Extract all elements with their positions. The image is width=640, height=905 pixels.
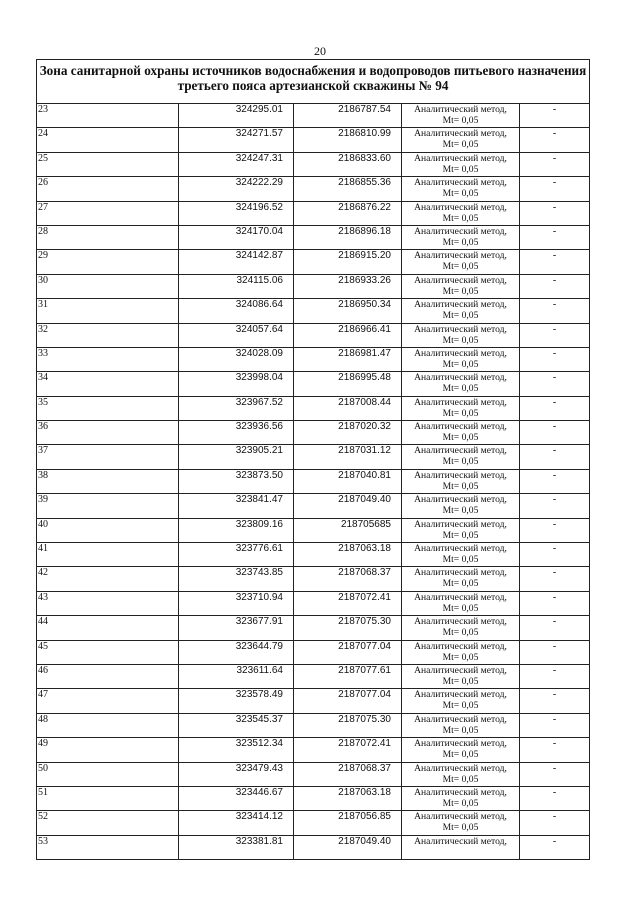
point-number: 28	[37, 225, 179, 249]
table-row	[37, 664, 590, 688]
point-number: 36	[37, 421, 179, 445]
point-number: 49	[37, 738, 179, 762]
coordinate-x: 323479.43	[179, 762, 294, 786]
table-row	[37, 421, 590, 445]
method-cell	[402, 104, 520, 128]
method-label: Аналитический метод,	[414, 104, 507, 115]
note-cell: -	[520, 738, 590, 762]
table-body	[37, 60, 590, 860]
coordinate-x: 323578.49	[179, 689, 294, 713]
accuracy-value: Mt= 0,05	[442, 797, 479, 809]
coordinate-x: 323776.61	[179, 543, 294, 567]
coordinate-y: 2186876.22	[294, 201, 402, 225]
coordinate-x: 323545.37	[179, 713, 294, 737]
coordinate-x: 323644.79	[179, 640, 294, 664]
method-cell	[402, 128, 520, 152]
accuracy-value: Mt= 0,05	[442, 358, 479, 370]
coordinate-x: 324222.29	[179, 177, 294, 201]
note-cell: -	[520, 445, 590, 469]
method-cell	[402, 713, 520, 737]
method-label: Аналитический метод,	[414, 811, 507, 823]
note-cell: -	[520, 640, 590, 664]
accuracy-value: Mt= 0,05	[442, 529, 479, 541]
table-row	[37, 299, 590, 323]
point-number: 29	[37, 250, 179, 274]
point-number: 40	[37, 518, 179, 542]
method-cell	[402, 225, 520, 249]
method-cell	[402, 347, 520, 371]
table-row	[37, 616, 590, 640]
coordinate-x: 323809.16	[179, 518, 294, 542]
point-number: 39	[37, 494, 179, 518]
note-cell: -	[520, 616, 590, 640]
table-row	[37, 225, 590, 249]
table-row	[37, 738, 590, 762]
table-row	[37, 835, 590, 859]
method-label: Аналитический метод,	[414, 445, 507, 457]
method-cell	[402, 664, 520, 688]
method-label: Аналитический метод,	[414, 591, 507, 603]
method-label: Аналитический метод,	[414, 128, 507, 140]
table-row	[37, 469, 590, 493]
table-title-line2: третьего пояса артезианской скважины № 94	[177, 78, 449, 93]
method-cell	[402, 762, 520, 786]
point-number: 51	[37, 786, 179, 810]
coordinate-y: 2187040.81	[294, 469, 402, 493]
coordinate-y: 2187072.41	[294, 591, 402, 615]
coordinate-x: 323381.81	[179, 835, 294, 859]
method-cell	[402, 543, 520, 567]
method-cell	[402, 616, 520, 640]
table-row	[37, 518, 590, 542]
coordinate-y: 2186966.41	[294, 323, 402, 347]
point-number: 43	[37, 591, 179, 615]
note-cell: -	[520, 225, 590, 249]
accuracy-value: Mt= 0,05	[442, 773, 479, 785]
note-cell: -	[520, 152, 590, 176]
point-number: 32	[37, 323, 179, 347]
coordinate-y: 2187063.18	[294, 543, 402, 567]
method-cell	[402, 152, 520, 176]
coordinate-y: 2187031.12	[294, 445, 402, 469]
table-row	[37, 372, 590, 396]
accuracy-value: Mt= 0,05	[442, 115, 479, 126]
note-cell: -	[520, 664, 590, 688]
table-row	[37, 177, 590, 201]
accuracy-value: Mt= 0,05	[442, 432, 479, 444]
coordinate-x: 323936.56	[179, 421, 294, 445]
coordinate-x: 324028.09	[179, 347, 294, 371]
note-cell: -	[520, 518, 590, 542]
accuracy-value: Mt= 0,05	[442, 212, 479, 224]
note-cell: -	[520, 543, 590, 567]
table-row	[37, 152, 590, 176]
coordinate-y: 2186810.99	[294, 128, 402, 152]
table-row	[37, 128, 590, 152]
table-row	[37, 640, 590, 664]
accuracy-value: Mt= 0,05	[442, 236, 479, 248]
accuracy-value: Mt= 0,05	[442, 188, 479, 200]
method-cell	[402, 250, 520, 274]
method-label: Аналитический метод,	[414, 835, 507, 847]
note-cell: -	[520, 689, 590, 713]
method-cell	[402, 445, 520, 469]
method-cell	[402, 567, 520, 591]
coordinate-y: 2186995.48	[294, 372, 402, 396]
coordinate-x: 323905.21	[179, 445, 294, 469]
coordinate-y: 2187056.85	[294, 811, 402, 835]
point-number: 27	[37, 201, 179, 225]
note-cell: -	[520, 469, 590, 493]
coordinate-y: 2187068.37	[294, 567, 402, 591]
table-row	[37, 201, 590, 225]
accuracy-value: Mt= 0,05	[442, 334, 479, 346]
method-cell	[402, 518, 520, 542]
coordinate-y: 218705685	[294, 518, 402, 542]
coordinate-x: 324170.04	[179, 225, 294, 249]
point-number: 30	[37, 274, 179, 298]
coordinate-x: 323998.04	[179, 372, 294, 396]
coordinate-x: 324057.64	[179, 323, 294, 347]
point-number: 46	[37, 664, 179, 688]
table-row	[37, 543, 590, 567]
method-label: Аналитический метод,	[414, 616, 507, 628]
method-label: Аналитический метод,	[414, 274, 507, 286]
coordinate-x: 323710.94	[179, 591, 294, 615]
title-row	[37, 60, 590, 104]
accuracy-value: Mt= 0,05	[442, 578, 479, 590]
coordinate-y: 2187049.40	[294, 494, 402, 518]
method-cell	[402, 494, 520, 518]
table-row	[37, 445, 590, 469]
table-row	[37, 274, 590, 298]
method-cell	[402, 372, 520, 396]
coordinate-x: 324295.01	[179, 104, 294, 128]
coordinate-y: 2187075.30	[294, 616, 402, 640]
method-cell	[402, 835, 520, 859]
accuracy-value: Mt= 0,05	[442, 505, 479, 517]
accuracy-value: Mt= 0,05	[442, 602, 479, 614]
coordinate-x: 323967.52	[179, 396, 294, 420]
table-row	[37, 689, 590, 713]
point-number: 47	[37, 689, 179, 713]
coordinate-y: 2187068.37	[294, 762, 402, 786]
coordinate-y: 2186787.54	[294, 104, 402, 128]
accuracy-value: Mt= 0,05	[442, 163, 479, 175]
table-row	[37, 786, 590, 810]
accuracy-value: Mt= 0,05	[442, 651, 479, 663]
coordinate-x: 323841.47	[179, 494, 294, 518]
coordinate-x: 323677.91	[179, 616, 294, 640]
method-cell	[402, 469, 520, 493]
method-label: Аналитический метод,	[414, 738, 507, 750]
coordinate-y: 2187008.44	[294, 396, 402, 420]
coordinate-y: 2187020.32	[294, 421, 402, 445]
accuracy-value: Mt= 0,05	[442, 554, 479, 566]
table-row	[37, 250, 590, 274]
point-number: 24	[37, 128, 179, 152]
note-cell: -	[520, 274, 590, 298]
method-label: Аналитический метод,	[414, 567, 507, 579]
note-cell: -	[520, 494, 590, 518]
accuracy-value: Mt= 0,05	[442, 675, 479, 687]
table-row	[37, 567, 590, 591]
note-cell: -	[520, 713, 590, 737]
coordinate-y: 2187063.18	[294, 786, 402, 810]
method-cell	[402, 786, 520, 810]
method-label: Аналитический метод,	[414, 396, 507, 408]
accuracy-value: Mt= 0,05	[442, 139, 479, 151]
method-label: Аналитический метод,	[414, 762, 507, 774]
coordinate-x: 324142.87	[179, 250, 294, 274]
method-label: Аналитический метод,	[414, 786, 507, 798]
note-cell: -	[520, 323, 590, 347]
coordinate-y: 2186833.60	[294, 152, 402, 176]
method-label: Аналитический метод,	[414, 469, 507, 481]
method-label: Аналитический метод,	[414, 640, 507, 652]
page-number: 20	[314, 44, 326, 58]
coordinate-x: 323611.64	[179, 664, 294, 688]
note-cell: -	[520, 299, 590, 323]
table-title-line1: Зона санитарной охраны источников водоснабжения и водопроводов питьевого назначения	[39, 63, 587, 78]
point-number: 38	[37, 469, 179, 493]
note-cell: -	[520, 347, 590, 371]
point-number: 33	[37, 347, 179, 371]
note-cell: -	[520, 811, 590, 835]
method-label: Аналитический метод,	[414, 299, 507, 311]
point-number: 50	[37, 762, 179, 786]
coordinate-y: 2187075.30	[294, 713, 402, 737]
accuracy-value: Mt= 0,05	[442, 627, 479, 639]
method-cell	[402, 323, 520, 347]
method-label: Аналитический метод,	[414, 494, 507, 506]
method-cell	[402, 396, 520, 420]
point-number: 34	[37, 372, 179, 396]
note-cell: -	[520, 762, 590, 786]
table-title	[37, 60, 590, 104]
method-label: Аналитический метод,	[414, 177, 507, 189]
table-row	[37, 104, 590, 128]
point-number: 26	[37, 177, 179, 201]
table-row	[37, 323, 590, 347]
coordinate-x: 324247.31	[179, 152, 294, 176]
accuracy-value: Mt= 0,05	[442, 383, 479, 395]
accuracy-value: Mt= 0,05	[442, 700, 479, 712]
accuracy-value: Mt= 0,05	[442, 285, 479, 297]
point-number: 31	[37, 299, 179, 323]
coordinate-y: 2186950.34	[294, 299, 402, 323]
note-cell: -	[520, 250, 590, 274]
point-number: 41	[37, 543, 179, 567]
coordinate-x: 324196.52	[179, 201, 294, 225]
note-cell: -	[520, 567, 590, 591]
point-number: 25	[37, 152, 179, 176]
coordinate-x: 324271.57	[179, 128, 294, 152]
table-row	[37, 713, 590, 737]
method-label: Аналитический метод,	[414, 372, 507, 384]
table-row	[37, 591, 590, 615]
note-cell: -	[520, 835, 590, 859]
accuracy-value: Mt= 0,05	[442, 456, 479, 468]
method-label: Аналитический метод,	[414, 250, 507, 262]
point-number: 52	[37, 811, 179, 835]
method-label: Аналитический метод,	[414, 201, 507, 213]
method-label: Аналитический метод,	[414, 518, 507, 530]
note-cell: -	[520, 201, 590, 225]
coordinate-x: 323446.67	[179, 786, 294, 810]
table-row	[37, 811, 590, 835]
coordinate-y: 2187077.04	[294, 640, 402, 664]
method-label: Аналитический метод,	[414, 543, 507, 555]
accuracy-value: Mt= 0,05	[442, 749, 479, 761]
method-label: Аналитический метод,	[414, 689, 507, 701]
method-label: Аналитический метод,	[414, 152, 507, 164]
method-cell	[402, 738, 520, 762]
point-number: 44	[37, 616, 179, 640]
method-label: Аналитический метод,	[414, 225, 507, 237]
method-label: Аналитический метод,	[414, 323, 507, 335]
coordinate-x: 324115.06	[179, 274, 294, 298]
method-cell	[402, 689, 520, 713]
point-number: 48	[37, 713, 179, 737]
coordinate-y: 2186933.26	[294, 274, 402, 298]
method-label: Аналитический метод,	[414, 421, 507, 433]
table-row	[37, 347, 590, 371]
point-number: 23	[37, 104, 179, 128]
point-number: 45	[37, 640, 179, 664]
method-cell	[402, 177, 520, 201]
coordinate-y: 2187077.61	[294, 664, 402, 688]
coordinate-x: 324086.64	[179, 299, 294, 323]
method-label: Аналитический метод,	[414, 713, 507, 725]
accuracy-value: Mt= 0,05	[442, 480, 479, 492]
coordinate-x: 323512.34	[179, 738, 294, 762]
note-cell: -	[520, 786, 590, 810]
coordinate-y: 2186981.47	[294, 347, 402, 371]
coordinate-y: 2187049.40	[294, 835, 402, 859]
point-number: 37	[37, 445, 179, 469]
coordinate-y: 2187072.41	[294, 738, 402, 762]
coordinate-x: 323743.85	[179, 567, 294, 591]
table-row	[37, 396, 590, 420]
method-cell	[402, 421, 520, 445]
method-cell	[402, 299, 520, 323]
coordinate-y: 2186855.36	[294, 177, 402, 201]
method-cell	[402, 591, 520, 615]
note-cell: -	[520, 104, 590, 128]
table-row	[37, 494, 590, 518]
note-cell: -	[520, 372, 590, 396]
coordinate-x: 323414.12	[179, 811, 294, 835]
coordinates-table	[36, 59, 590, 860]
coordinate-y: 2187077.04	[294, 689, 402, 713]
note-cell: -	[520, 128, 590, 152]
method-cell	[402, 640, 520, 664]
note-cell: -	[520, 177, 590, 201]
coordinate-y: 2186915.20	[294, 250, 402, 274]
accuracy-value: Mt= 0,05	[442, 724, 479, 736]
method-label: Аналитический метод,	[414, 664, 507, 676]
method-cell	[402, 811, 520, 835]
accuracy-value: Mt= 0,05	[442, 310, 479, 322]
accuracy-value: Mt= 0,05	[442, 822, 479, 834]
note-cell: -	[520, 591, 590, 615]
accuracy-value: Mt= 0,05	[442, 407, 479, 419]
method-label: Аналитический метод,	[414, 347, 507, 359]
note-cell: -	[520, 396, 590, 420]
point-number: 35	[37, 396, 179, 420]
point-number: 42	[37, 567, 179, 591]
coordinate-x: 323873.50	[179, 469, 294, 493]
method-cell	[402, 274, 520, 298]
accuracy-value: Mt= 0,05	[442, 261, 479, 273]
method-cell	[402, 201, 520, 225]
note-cell: -	[520, 421, 590, 445]
point-number: 53	[37, 835, 179, 859]
table-row	[37, 762, 590, 786]
coordinate-y: 2186896.18	[294, 225, 402, 249]
